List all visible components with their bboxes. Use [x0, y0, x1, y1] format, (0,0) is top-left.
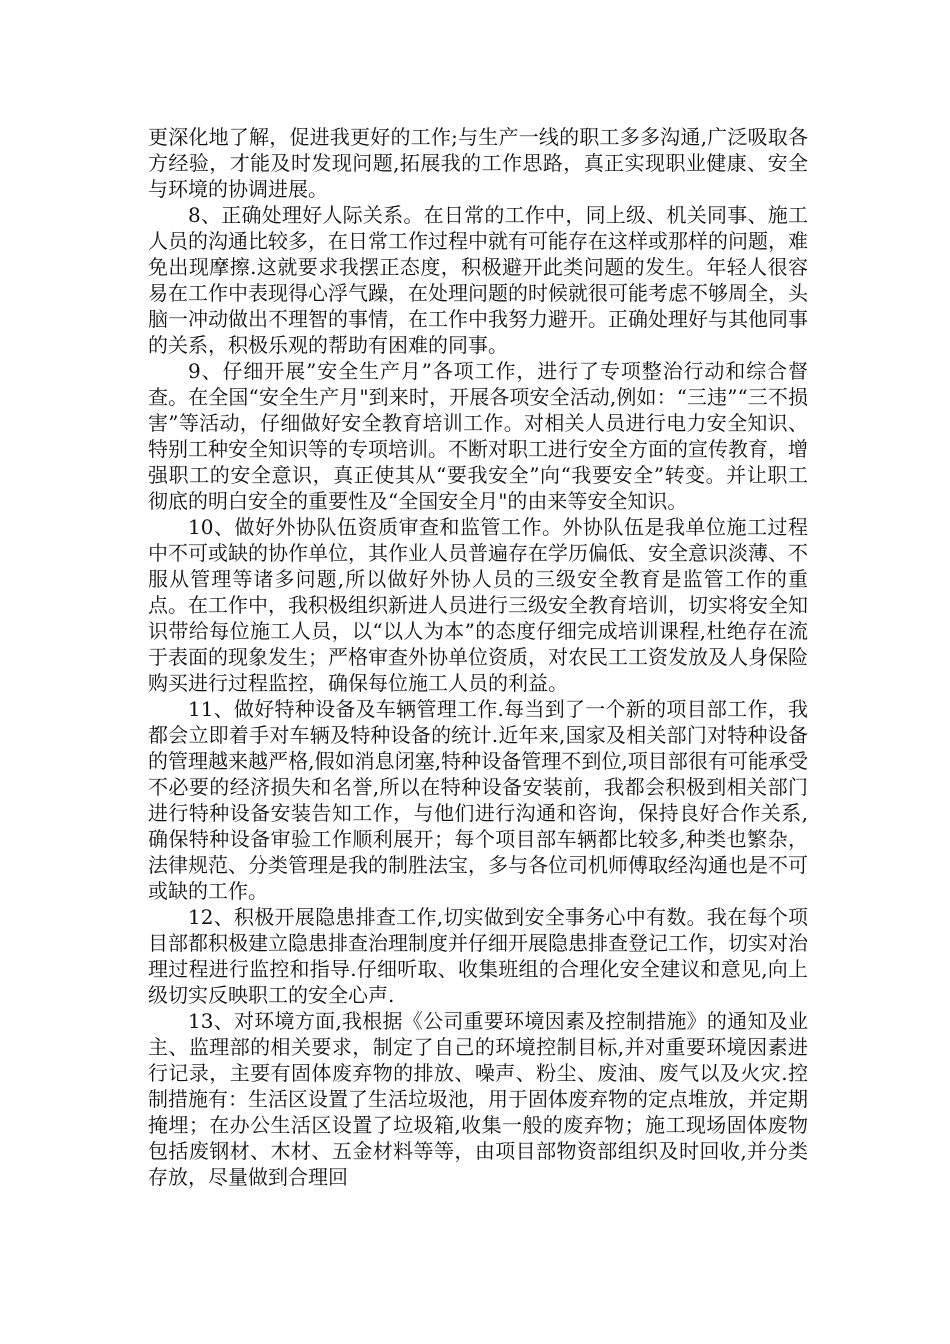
paragraph-item-9: 9、仔细开展”安全生产月”各项工作，进行了专项整治行动和综合督查。在全国“安全生产月"到来时，开展各项安全活动,例如：“三违”“三不损害”等活动，仔细做好安全教育培训工作。对相关人员进行电力安全知识、特别工种安全知识等的专项培训。不断对职工进行安全方面的宣传教育，增强职工的安全意识，真正使其从“要我安全”向“我要安全”转变。并让职工彻底的明白安全的重要性及“全国安全月"的由来等安全知识。	[148, 359, 808, 513]
paragraph-continuation: 更深化地了解，促进我更好的工作;与生产一线的职工多多沟通,广泛吸取各方经验，才能及时发现问题,拓展我的工作思路，真正实现职业健康、安全与环境的协调进展。	[148, 125, 808, 201]
paragraph-item-11: 11、做好特种设备及车辆管理工作.每当到了一个新的项目部工作，我都会立即着手对车辆及特种设备的统计.近年来,国家及相关部门对特种设备的管理越来越严格,假如消息闭塞,特种设备管理不到位,项目部很有可能承受不必要的经济损失和名誉,所以在特种设备安装前，我都会积极到相关部门进行特种设备安装告知工作，与他们进行沟通和咨询，保持良好合作关系,确保特种设备审验工作顺利展开；每个项目部车辆都比较多,种类也繁杂，法律规范、分类管理是我的制胜法宝，多与各位司机师傅取经沟通也是不可或缺的工作。	[148, 697, 808, 903]
paragraph-item-12: 12、积极开展隐患排查工作,切实做到安全事务心中有数。我在每个项目部都积极建立隐患排查治理制度并仔细开展隐患排查登记工作，切实对治理过程进行监控和指导.仔细听取、收集班组的合理化安全建议和意见,向上级切实反映职工的安全心声.	[148, 905, 808, 1007]
document-body	[148, 124, 808, 1190]
paragraph-item-10: 10、做好外协队伍资质审查和监管工作。外协队伍是我单位施工过程中不可或缺的协作单位，其作业人员普遍存在学历偏低、安全意识淡薄、不服从管理等诸多问题,所以做好外协人员的三级安全教育是监管工作的重点。在工作中，我积极组织新进人员进行三级安全教育培训，切实将安全知识带给每位施工人员，以“以人为本”的态度仔细完成培训课程,杜绝存在流于表面的现象发生；严格审查外协单位资质，对农民工工资发放及人身保险购买进行过程监控，确保每位施工人员的利益。	[148, 515, 808, 695]
paragraph-item-8: 8、正确处理好人际关系。在日常的工作中，同上级、机关同事、施工人员的沟通比较多，在日常工作过程中就有可能存在这样或那样的问题，难免出现摩擦.这就要求我摆正态度，积极避开此类问题的发生。年轻人很容易在工作中表现得心浮气躁，在处理问题的时候就很可能考虑不够周全，头脑一冲动做出不理智的事情，在工作中我努力避开。正确处理好与其他同事的关系，积极乐观的帮助有困难的同事。	[148, 203, 808, 357]
paragraph-item-13: 13、对环境方面,我根据《公司重要环境因素及控制措施》的通知及业主、监理部的相关要求，制定了自己的环境控制目标,并对重要环境因素进行记录，主要有固体废弃物的排放、噪声、粉尘、废油、废气以及火灾.控制措施有：生活区设置了生活垃圾池，用于固体废弃物的定点堆放，并定期掩埋；在办公生活区设置了垃圾箱,收集一般的废弃物；施工现场固体废物包括废钢材、木材、五金材料等等，由项目部物资部组织及时回收,并分类存放，尽量做到合理回	[148, 1009, 808, 1189]
